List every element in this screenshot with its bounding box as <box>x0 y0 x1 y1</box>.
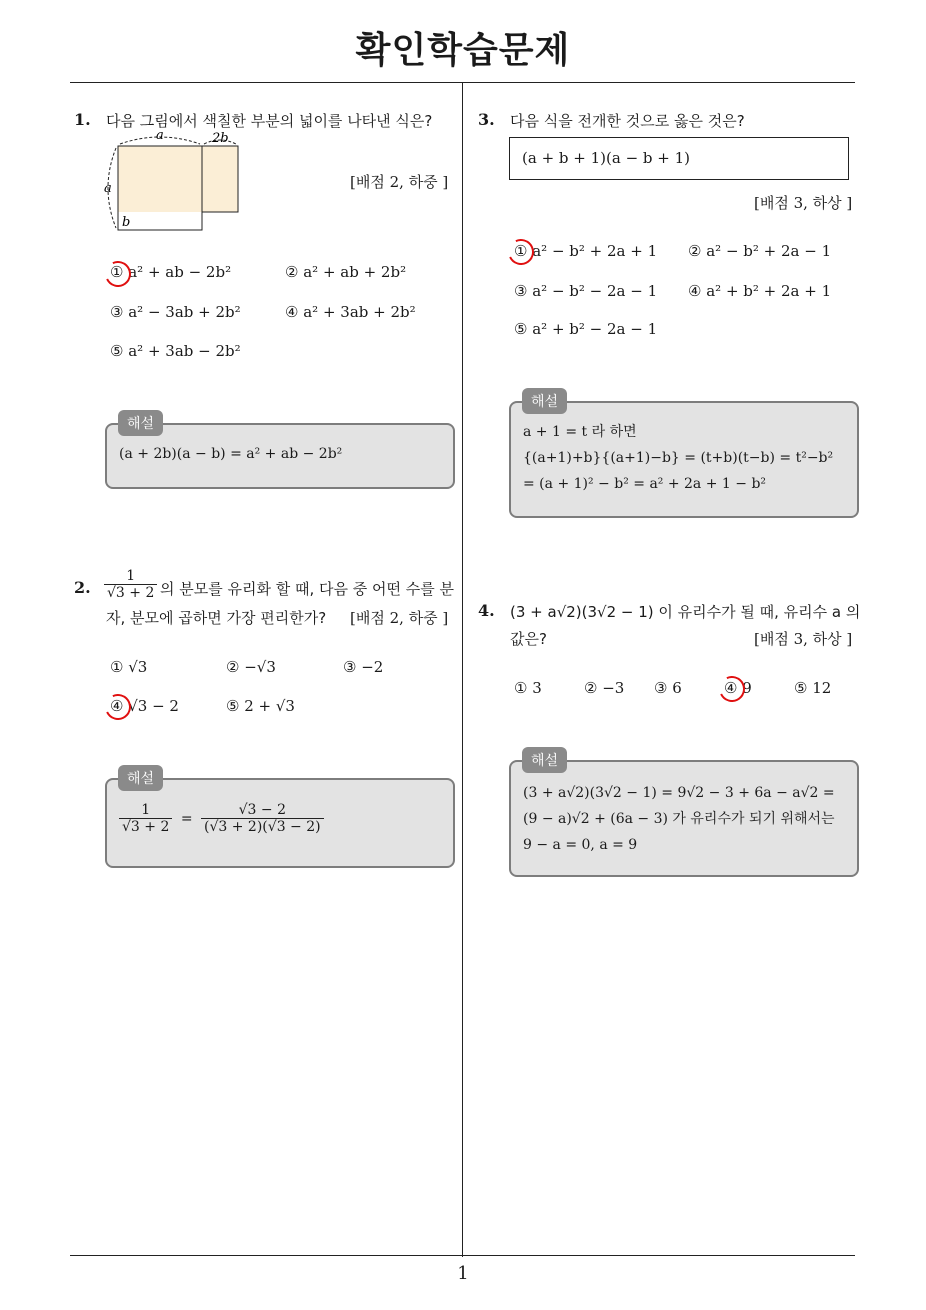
choice-4[interactable]: ④ a² + 3ab + 2b² <box>285 303 416 321</box>
explanation-box <box>509 401 859 518</box>
explanation-line-3: = (a + 1)² − b² = a² + 2a + 1 − b² <box>523 476 767 492</box>
choice-3[interactable]: ③ a² − 3ab + 2b² <box>110 303 241 321</box>
boxed-expression: (a + b + 1)(a − b + 1) <box>522 149 691 167</box>
question-text-line-2: 값은? <box>510 630 547 648</box>
choice-4[interactable]: ④ 9 <box>724 679 752 697</box>
question-text: 다음 식을 전개한 것으로 옳은 것은? <box>510 112 745 130</box>
question-text-line-1: 의 분모를 유리화 할 때, 다음 중 어떤 수를 분 <box>160 580 455 598</box>
question-fraction <box>104 568 157 601</box>
fraction-numerator: 1 <box>104 568 157 585</box>
fraction-denominator: √3 + 2 <box>107 585 155 601</box>
answer-mark <box>715 672 748 705</box>
question-meta: [배점 3, 하상 ] <box>754 630 853 648</box>
explanation-tag: 해설 <box>522 747 567 773</box>
explanation-line-1: a + 1 = t 라 하면 <box>523 424 637 440</box>
rhs-denominator: (√3 + 2)(√3 − 2) <box>204 819 321 835</box>
choice-1[interactable]: ① √3 <box>110 658 148 676</box>
choice-5[interactable]: ⑤ a² + b² − 2a − 1 <box>514 320 658 338</box>
choice-2[interactable]: ② a² + ab + 2b² <box>285 263 407 281</box>
explanation-tag: 해설 <box>118 765 163 791</box>
question-number: 2. <box>74 578 91 597</box>
area-figure <box>96 126 246 236</box>
explanation-line-1: (3 + a√2)(3√2 − 1) = 9√2 − 3 + 6a − a√2 = <box>523 785 835 801</box>
choice-4[interactable]: ④ a² + b² + 2a + 1 <box>688 282 832 300</box>
explanation-line-2: (9 − a)√2 + (6a − 3) 가 유리수가 되기 위해서는 <box>523 811 835 827</box>
answer-mark <box>101 690 134 723</box>
explanation-line-3: 9 − a = 0, a = 9 <box>523 837 638 853</box>
choice-5[interactable]: ⑤ 2 + √3 <box>226 697 295 715</box>
explanation-tag: 해설 <box>118 410 163 436</box>
choice-1[interactable]: ① 3 <box>514 679 542 697</box>
column-divider <box>462 82 463 1257</box>
explanation-tag: 해설 <box>522 388 567 414</box>
equals-sign: = <box>180 810 193 827</box>
explanation-line: (a + 2b)(a − b) = a² + ab − 2b² <box>119 446 343 462</box>
shaded-region <box>118 146 238 212</box>
choice-3[interactable]: ③ a² − b² − 2a − 1 <box>514 282 658 300</box>
question-meta: [배점 3, 하상 ] <box>754 194 853 212</box>
choice-2[interactable]: ② −√3 <box>226 658 276 676</box>
choice-3[interactable]: ③ −2 <box>343 658 384 676</box>
choice-2[interactable]: ② a² − b² + 2a − 1 <box>688 242 832 260</box>
choice-5[interactable]: ⑤ 12 <box>794 679 832 697</box>
rhs-numerator: √3 − 2 <box>201 802 324 819</box>
question-number: 1. <box>74 110 91 129</box>
label-top-2b: 2b <box>212 131 229 146</box>
question-number: 3. <box>478 110 495 129</box>
answer-mark <box>504 235 537 268</box>
explanation-box <box>105 778 455 868</box>
expression-box <box>509 137 849 180</box>
question-text: 다음 그림에서 색칠한 부분의 넓이를 나타낸 식은? <box>106 112 433 130</box>
page-title: 확인학습문제 <box>355 30 571 71</box>
choice-2[interactable]: ② −3 <box>584 679 625 697</box>
page-number: 1 <box>457 1263 469 1284</box>
bottom-rule <box>70 1255 855 1256</box>
label-left-a: a <box>104 181 112 196</box>
explanation-line-2: {(a+1)+b}{(a+1)−b} = (t+b)(t−b) = t²−b² <box>523 450 834 466</box>
question-meta: [배점 2, 하중 ] <box>350 173 449 191</box>
question-number: 4. <box>478 601 495 620</box>
choice-1[interactable]: ① a² − b² + 2a + 1 <box>514 242 658 260</box>
label-bottom-b: b <box>122 215 131 230</box>
choice-1[interactable]: ① a² + ab − 2b² <box>110 263 232 281</box>
question-text-line-1: (3 + a√2)(3√2 − 1) 이 유리수가 될 때, 유리수 a 의 <box>510 603 861 621</box>
question-text-line-2: 자, 분모에 곱하면 가장 편리한가? <box>106 609 327 627</box>
label-top-a: a <box>156 128 164 143</box>
choice-4[interactable]: ④ √3 − 2 <box>110 697 179 715</box>
explanation-equation <box>119 802 324 835</box>
question-meta: [배점 2, 하중 ] <box>350 609 449 627</box>
lhs-denominator: √3 + 2 <box>122 819 170 835</box>
choice-3[interactable]: ③ 6 <box>654 679 682 697</box>
choice-5[interactable]: ⑤ a² + 3ab − 2b² <box>110 342 241 360</box>
lhs-numerator: 1 <box>119 802 172 819</box>
explanation-box <box>509 760 859 877</box>
